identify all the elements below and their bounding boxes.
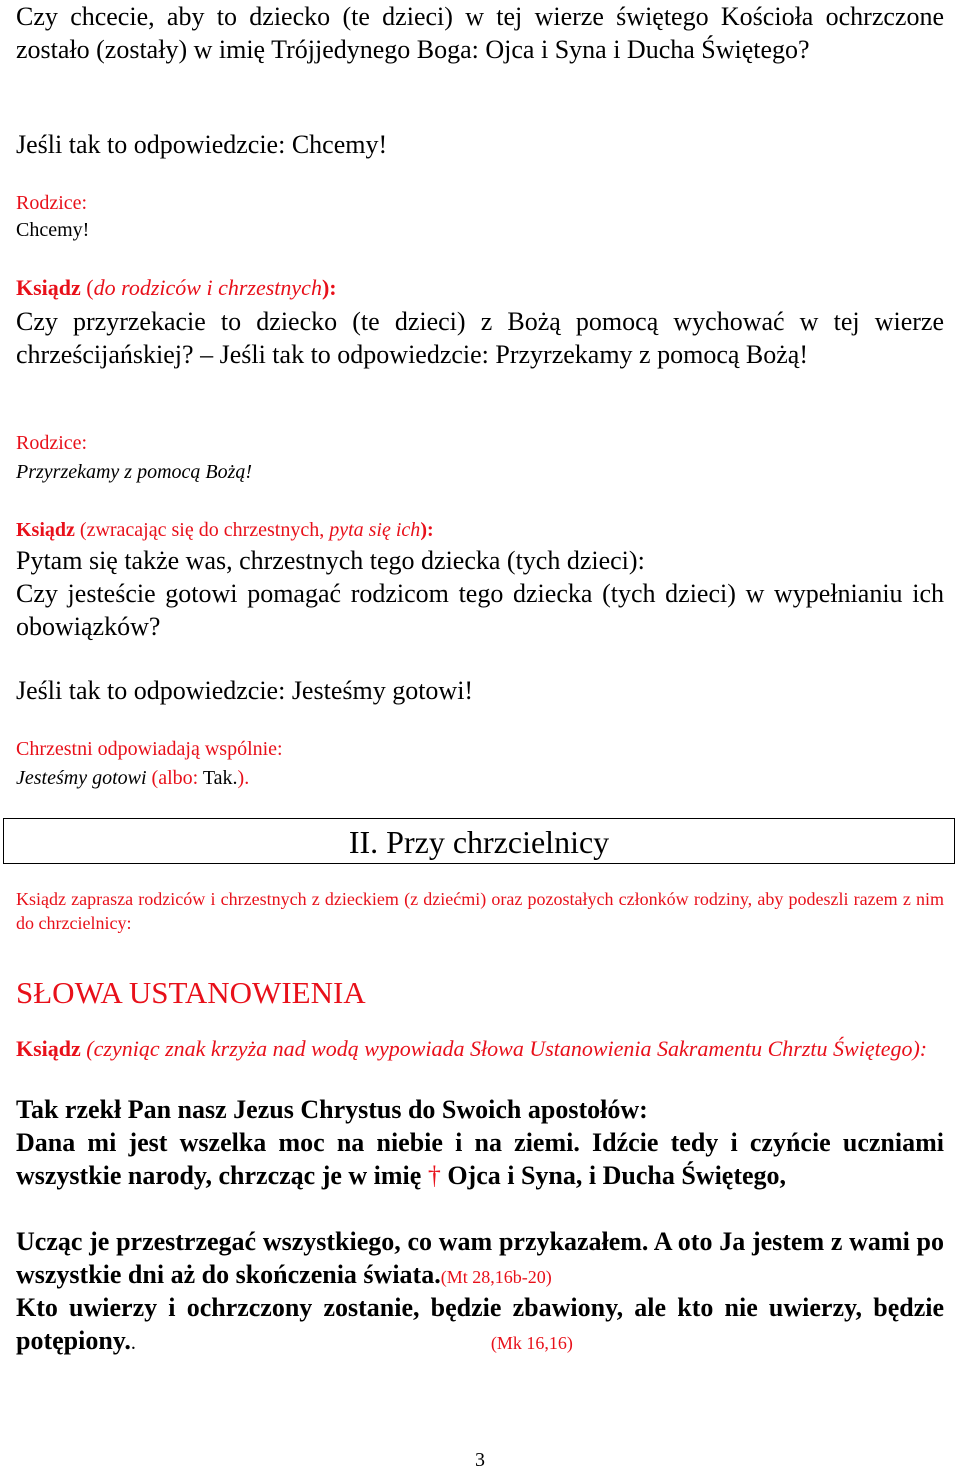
section-heading-box xyxy=(3,818,955,864)
speaker-chrzestni: Chrzestni odpowiadają wspólnie: xyxy=(16,738,283,760)
note-close: ): xyxy=(420,519,434,541)
instruction-answer-gotowi: Jeśli tak to odpowiedzcie: Jesteśmy gotowi! xyxy=(16,676,474,705)
note-open: ( xyxy=(80,275,94,300)
alt-close: ). xyxy=(237,767,250,789)
answer-chcemy: Chcemy! xyxy=(16,219,90,241)
answer-text: Jesteśmy gotowi xyxy=(16,767,147,789)
rubric-note-italic: pyta się ich xyxy=(329,519,421,541)
question-godparents-intro: Pytam się także was, chrzestnych tego dziecka (tych dzieci): xyxy=(16,546,645,575)
words-text-end: Ojca i Syna, i Ducha Świętego, xyxy=(440,1161,787,1190)
rubric-note: (czyniąc znak krzyża nad wodą wypowiada Słowa Ustanowienia Sakramentu Chrztu Świętego): xyxy=(80,1036,928,1061)
institution-words-1 xyxy=(16,1126,944,1192)
page-number: 3 xyxy=(475,1449,485,1471)
speaker-rodzice: Rodzice: xyxy=(16,192,88,214)
section-heading: II. Przy chrzcielnicy xyxy=(348,824,610,860)
instruction-answer-chcemy: Jeśli tak to odpowiedzcie: Chcemy! xyxy=(16,130,388,159)
alt-answer: Tak. xyxy=(202,767,238,789)
rubric-intro: Ksiądz zaprasza rodziców i chrzestnych z dzieckiem (z dziećmi) oraz pozostałych członków rodziny, aby podeszli razem z nim do chrzcielnicy: xyxy=(16,889,944,933)
speaker-rodzice-2: Rodzice: xyxy=(16,432,88,454)
words-text: Dana mi jest wszelka moc na niebie i na ziemi. Idźcie tedy i czyńcie uczniami wszystkie narody, chrzcząc je w imię xyxy=(16,1128,944,1190)
rubric-note: (zwracając się do chrzestnych, xyxy=(74,519,330,541)
cross-icon: † xyxy=(427,1161,441,1190)
institution-words-2 xyxy=(16,1225,944,1294)
question-upbringing xyxy=(16,305,944,371)
speaker-ksiadz-2 xyxy=(16,517,944,544)
slowa-ustanowienia-heading: SŁOWA USTANOWIENIA xyxy=(16,975,366,1010)
speaker-ksiadz-3 xyxy=(16,1035,944,1063)
institution-words-3 xyxy=(16,1291,944,1360)
ksiadz-label: Ksiądz xyxy=(16,275,81,300)
answer-gotowi xyxy=(16,765,944,792)
ksiadz-label: Ksiądz xyxy=(16,1036,81,1061)
speaker-ksiadz-1 xyxy=(16,274,944,302)
dot: . xyxy=(130,1332,136,1354)
rubric-note: do rodziców i chrzestnych xyxy=(93,275,322,300)
question-baptism-faith: Czy chcecie, aby to dziecko (te dzieci) w tej wierze świętego Kościoła ochrzczone zostało (zostały) w imię Trójjedynego Boga: Ojca i Syna i Ducha Świętego? xyxy=(16,2,944,64)
question-godparents: Czy jesteście gotowi pomagać rodzicom tego dziecka (tych dzieci) w wypełnianiu ich obowiązków? xyxy=(16,579,944,641)
scripture-reference-mt: (Mt 28,16b-20) xyxy=(440,1267,552,1287)
dash: – xyxy=(193,340,220,369)
alt-open: (albo: xyxy=(146,767,203,789)
words-text: Ucząc je przestrzegać wszystkiego, co wam przykazałem. A oto Ja jestem z wami po wszystkie dni aż do skończenia świata. xyxy=(16,1227,944,1289)
ksiadz-label: Ksiądz xyxy=(16,519,75,541)
answer-instruction: Jeśli tak to odpowiedzcie: Przyrzekamy z pomocą Bożą! xyxy=(219,340,808,369)
institution-intro: Tak rzekł Pan nasz Jezus Chrystus do Swoich apostołów: xyxy=(16,1095,648,1124)
question-text: Czy przyrzekacie to dziecko (te dzieci) z Bożą pomocą wychować w tej wierze chrześcijańskiej? xyxy=(16,307,944,369)
note-close: ): xyxy=(321,275,337,300)
scripture-reference-mk: (Mk 16,16) xyxy=(490,1333,573,1353)
answer-przyrzekamy: Przyrzekamy z pomocą Bożą! xyxy=(16,461,253,483)
words-text: Kto uwierzy i ochrzczony zostanie, będzie zbawiony, ale kto nie uwierzy, będzie potępiony. xyxy=(16,1293,944,1355)
